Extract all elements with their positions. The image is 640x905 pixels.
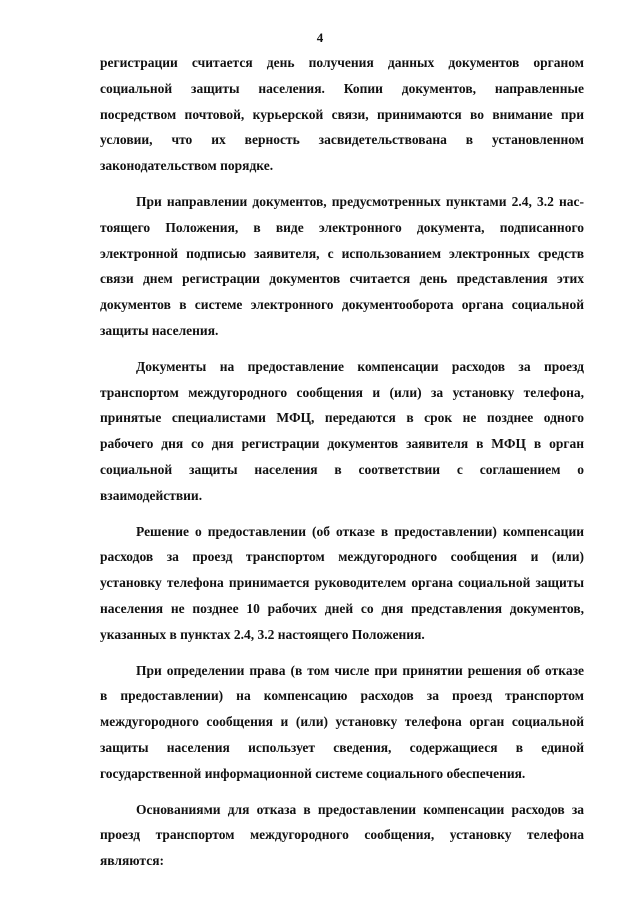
text-line: посредством почтовой, курьерской связи, принимаются во внимание при bbox=[100, 106, 584, 122]
text-line: государственной информационной системе социального обеспечения. bbox=[100, 765, 526, 781]
paragraph-decision bbox=[100, 519, 584, 648]
text-line: законодательством порядке. bbox=[100, 158, 274, 174]
text-line: Документы на предоставление компенсации расходов за проезд bbox=[136, 358, 584, 374]
text-line: проезд транспортом междугородного сообщения, установку телефона bbox=[100, 827, 584, 843]
text-line: принятые специалистами МФЦ, передаются в срок не позднее одного bbox=[100, 410, 584, 426]
text-line: взаимодействии. bbox=[100, 487, 203, 503]
text-line: связи днем регистрации документов считается день представления этих bbox=[100, 271, 584, 287]
text-line: указанных в пунктах 2.4, 3.2 настоящего Положения. bbox=[100, 626, 425, 642]
paragraph-electronic-documents bbox=[100, 189, 584, 344]
document-body bbox=[100, 50, 584, 874]
text-line: регистрации считается день получения данных документов органом bbox=[100, 55, 584, 70]
text-line: являются: bbox=[100, 853, 165, 869]
text-line: социальной защиты населения. Копии документов, направленные bbox=[100, 80, 584, 96]
text-line: Основаниями для отказа в предоставлении компенсации расходов за bbox=[136, 801, 584, 817]
text-line: защиты населения использует сведения, содержащиеся в единой bbox=[100, 739, 584, 755]
text-line: междугородного сообщения и (или) установку телефона орган социальной bbox=[100, 714, 584, 730]
text-line: расходов за проезд транспортом междугородного сообщения и (или) bbox=[100, 549, 584, 565]
text-line: При направлении документов, предусмотренных пунктами 2.4, 3.2 нас- bbox=[136, 193, 584, 209]
page-number: 4 bbox=[316, 30, 324, 45]
paragraph-eligibility bbox=[100, 658, 584, 787]
text-line: социальной защиты населения в соответствии с соглашением о bbox=[100, 461, 584, 477]
text-line: рабочего дня со дня регистрации документов заявителя в МФЦ в орган bbox=[100, 436, 584, 452]
paragraph-refusal-grounds bbox=[100, 797, 584, 874]
text-line: Решение о предоставлении (об отказе в предоставлении) компенсации bbox=[136, 523, 584, 539]
text-line: в предоставлении) на компенсацию расходов за проезд транспортом bbox=[100, 688, 584, 704]
paragraph-mfc-transfer bbox=[100, 354, 584, 509]
text-line: тоящего Положения, в виде электронного документа, подписанного bbox=[100, 219, 584, 235]
text-line: установку телефона принимается руководителем органа социальной защиты bbox=[100, 575, 584, 591]
paragraph-registration-date bbox=[100, 50, 584, 179]
text-line: населения не позднее 10 рабочих дней со дня представления документов, bbox=[100, 600, 584, 616]
text-line: транспортом междугородного сообщения и (или) за установку телефона, bbox=[100, 384, 584, 400]
text-line: условии, что их верность засвидетельствована в установленном bbox=[100, 132, 584, 148]
text-line: электронной подписью заявителя, с использованием электронных средств bbox=[100, 245, 584, 261]
text-line: документов в системе электронного документооборота органа социальной bbox=[100, 297, 584, 313]
text-line: При определении права (в том числе при принятии решения об отказе bbox=[136, 662, 584, 678]
text-line: защиты населения. bbox=[100, 322, 219, 338]
